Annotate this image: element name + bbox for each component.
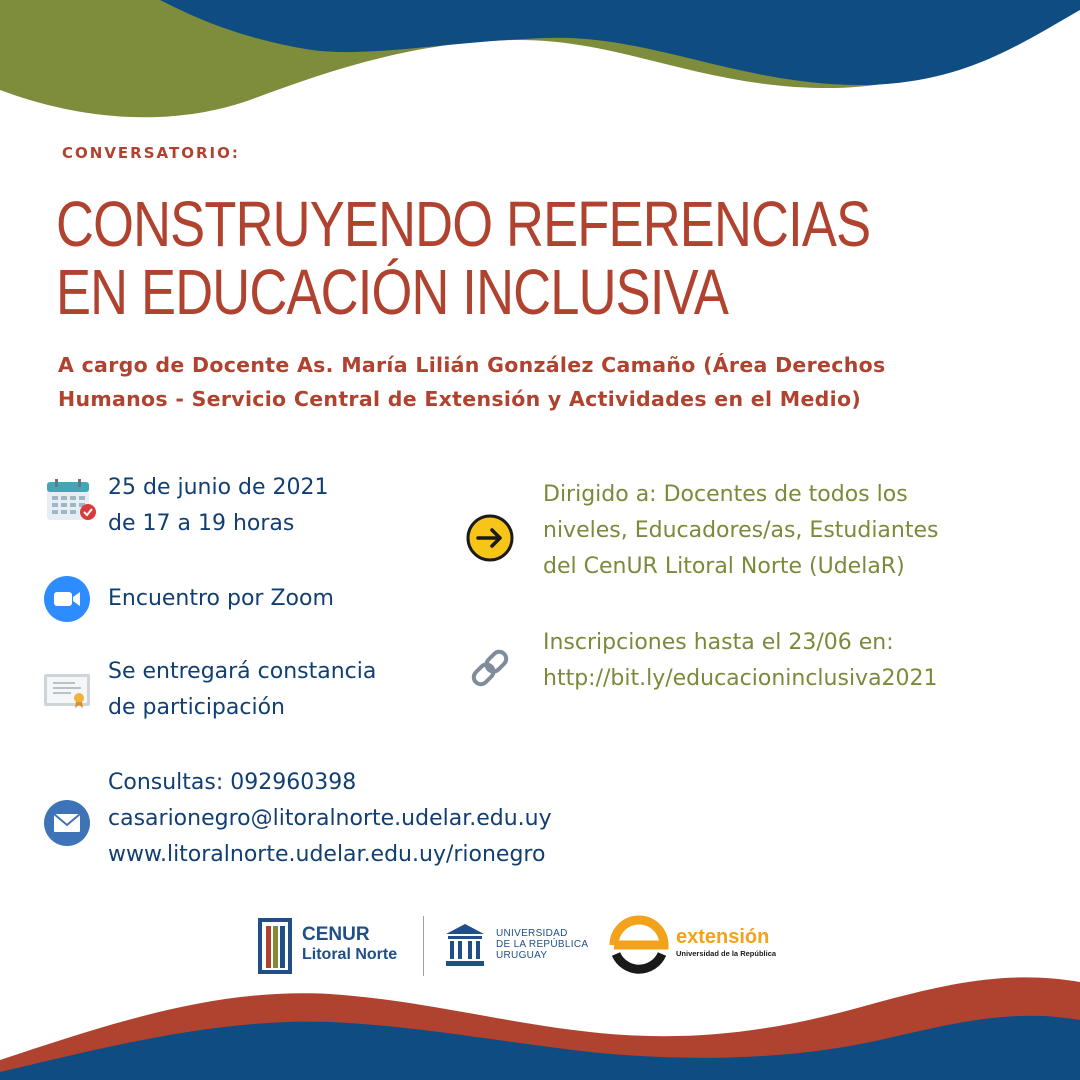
audience-line-1: Dirigido a: Docentes de todos los xyxy=(543,482,908,507)
audience-line-3: del CenUR Litoral Norte (UdelaR) xyxy=(543,554,905,579)
subtitle-line-2: Humanos - Servicio Central de Extensión y Actividades en el Medio) xyxy=(58,387,862,411)
cenur-region: Litoral Norte xyxy=(302,946,398,963)
title-line-2: EN EDUCACIÓN INCLUSIVA xyxy=(56,256,729,328)
certificate-info xyxy=(108,654,376,726)
registration-info xyxy=(543,625,938,697)
certificate-line-1: Se entregará constancia xyxy=(108,659,377,684)
udelar-logo xyxy=(444,920,594,972)
logo-divider xyxy=(423,916,424,976)
envelope-icon xyxy=(43,799,91,847)
subtitle-line-1: A cargo de Docente As. María Lilián González Camaño (Área Derechos xyxy=(58,353,886,377)
extension-logo xyxy=(608,914,808,976)
speaker-subtitle xyxy=(58,348,1038,416)
time-line: de 17 a 19 horas xyxy=(108,511,295,536)
cenur-logo xyxy=(258,918,418,974)
title-line-1: CONSTRUYENDO REFERENCIAS xyxy=(56,188,871,260)
link-icon xyxy=(468,646,512,690)
certificate-icon xyxy=(43,672,93,710)
cenur-emblem-icon xyxy=(258,918,294,974)
bottom-wave-decoration xyxy=(0,960,1080,1080)
extension-word: extensión xyxy=(676,926,770,948)
cenur-name: CENUR xyxy=(302,924,370,945)
top-wave-decoration xyxy=(0,0,1080,140)
date-line: 25 de junio de 2021 xyxy=(108,475,329,500)
registration-line-1: Inscripciones hasta el 23/06 en: xyxy=(543,630,894,655)
audience-info xyxy=(543,477,938,585)
arrow-right-icon xyxy=(465,513,515,563)
zoom-meeting: Encuentro por Zoom xyxy=(108,586,334,611)
udelar-name: UNIVERSIDAD DE LA REPÚBLICA URUGUAY xyxy=(496,928,589,961)
contact-info xyxy=(108,765,552,873)
audience-line-2: niveles, Educadores/as, Estudiantes xyxy=(543,518,939,543)
contact-email[interactable]: casarionegro@litoralnorte.udelar.edu.uy xyxy=(108,806,552,831)
calendar-icon xyxy=(45,478,97,524)
zoom-camera-icon xyxy=(43,575,91,623)
university-building-icon xyxy=(444,922,486,968)
event-date xyxy=(108,470,329,542)
contact-website[interactable]: www.litoralnorte.udelar.edu.uy/rionegro xyxy=(108,842,546,867)
contact-phone: Consultas: 092960398 xyxy=(108,770,357,795)
extension-subtitle: Universidad de la República xyxy=(676,949,777,958)
registration-link[interactable]: http://bit.ly/educacioninclusiva2021 xyxy=(543,666,938,691)
page-title xyxy=(56,188,871,328)
extension-emblem-icon xyxy=(608,914,670,976)
kicker-label: CONVERSATORIO: xyxy=(62,144,240,162)
certificate-line-2: de participación xyxy=(108,695,285,720)
